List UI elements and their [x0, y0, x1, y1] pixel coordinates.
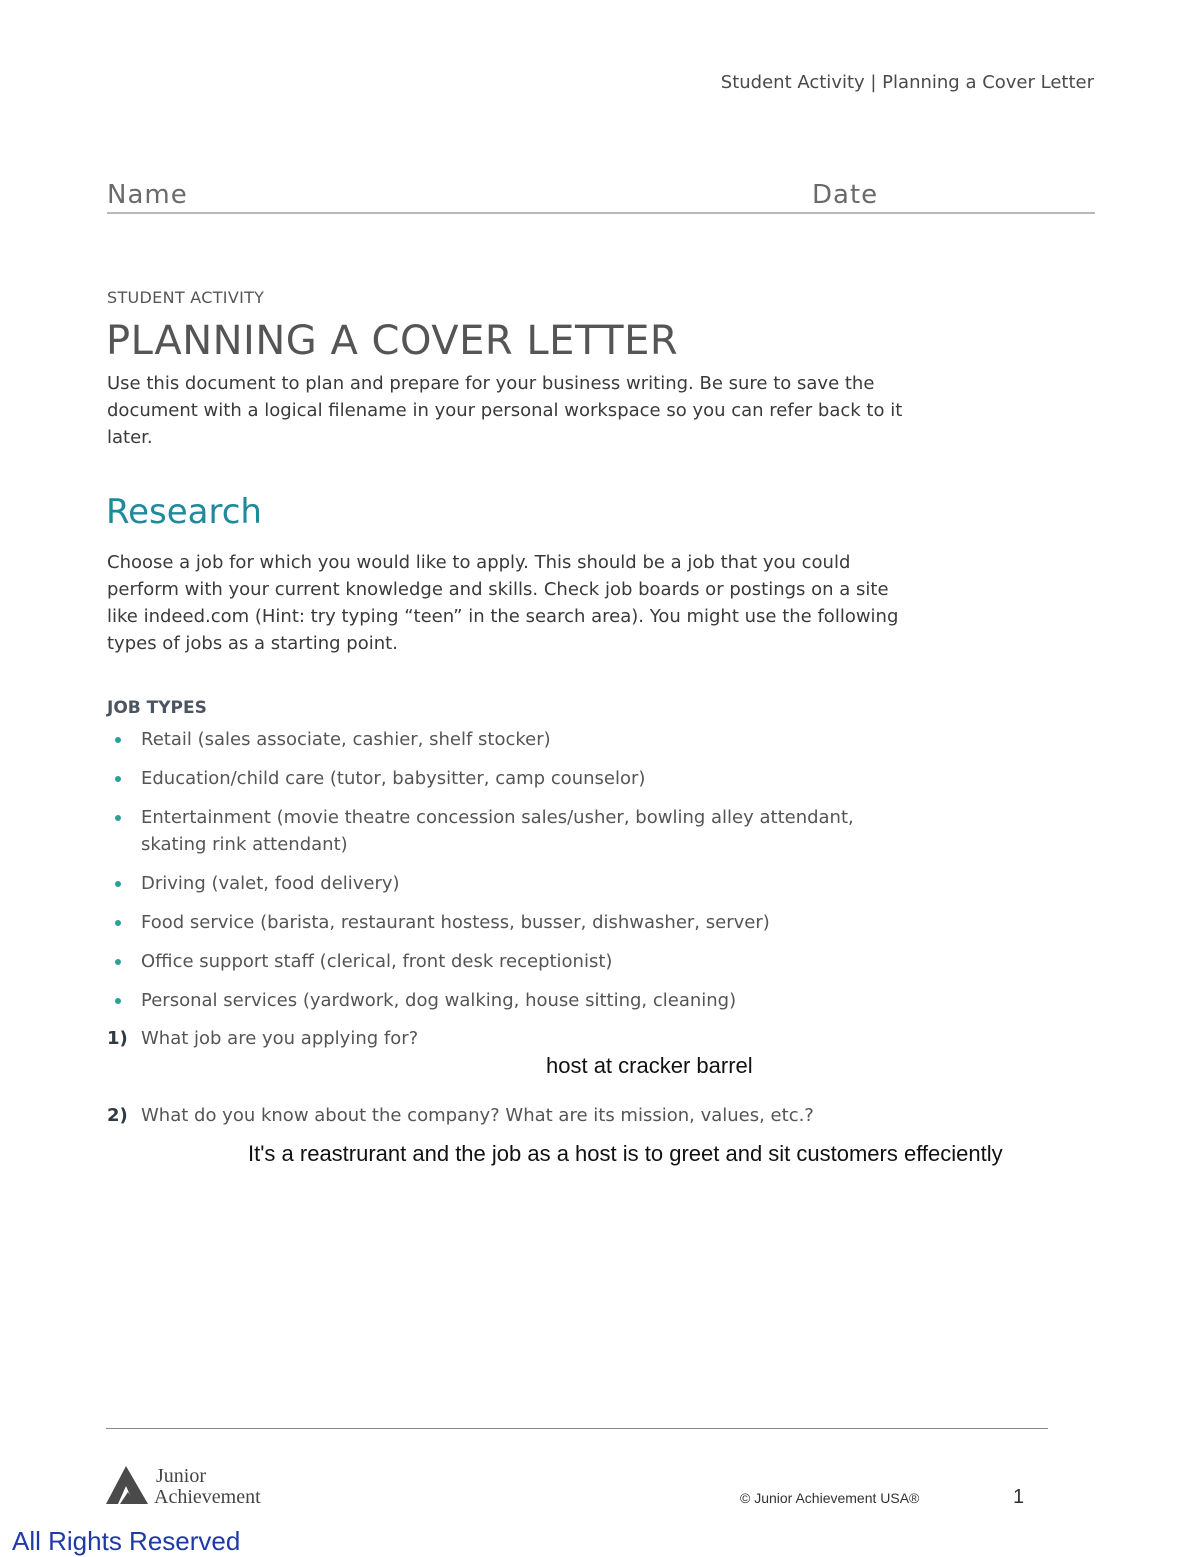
logo-text-junior: Junior — [156, 1465, 206, 1487]
job-type-text: Office support staff (clerical, front desk receptionist) — [141, 951, 613, 972]
answer-2-field[interactable]: It's a reastrurant and the job as a host is to greet and sit customers effeciently — [248, 1141, 1003, 1166]
job-type-text: Personal services (yardwork, dog walking, house sitting, cleaning) — [141, 990, 737, 1011]
name-field-label: Name — [107, 180, 188, 210]
name-date-rule — [107, 212, 1095, 214]
list-item — [107, 765, 887, 792]
question-text: What do you know about the company? What are its mission, values, etc.? — [141, 1105, 814, 1126]
running-header: Student Activity | Planning a Cover Letter — [720, 72, 1094, 93]
question-1 — [107, 1028, 418, 1049]
research-paragraph: Choose a job for which you would like to apply. This should be a job that you could perform with your current knowledge and skills. Check job boards or postings on a site like indeed.com (Hint: try typing “teen” in the search area). You might use the following types of jobs as a starting point. — [107, 552, 899, 654]
question-number: 2) — [107, 1105, 128, 1126]
bullet-icon — [115, 737, 121, 743]
bullet-icon — [115, 815, 121, 821]
ja-mountain-icon — [106, 1464, 286, 1508]
activity-kicker: STUDENT ACTIVITY — [107, 288, 265, 307]
junior-achievement-logo — [106, 1464, 286, 1508]
list-item — [107, 987, 887, 1014]
date-field-label: Date — [812, 180, 879, 210]
bullet-icon — [115, 776, 121, 782]
job-type-text: Entertainment (movie theatre concession sales/usher, bowling alley attendant, skating rink attendant) — [141, 807, 854, 855]
list-item — [107, 726, 887, 753]
answer-1-field[interactable]: host at cracker barrel — [546, 1053, 753, 1078]
all-rights-reserved-watermark: All Rights Reserved — [12, 1526, 241, 1556]
logo-text-achievement: Achievement — [154, 1486, 261, 1508]
research-heading: Research — [106, 492, 262, 532]
bullet-icon — [115, 920, 121, 926]
intro-paragraph: Use this document to plan and prepare for your business writing. Be sure to save the document with a logical filename in your personal workspace so you can refer back to it later. — [107, 373, 903, 448]
footer-rule — [106, 1428, 1048, 1429]
job-types-label: JOB TYPES — [107, 698, 207, 718]
bullet-icon — [115, 998, 121, 1004]
list-item — [107, 909, 887, 936]
copyright-notice: © Junior Achievement USA® — [740, 1490, 920, 1506]
job-type-text: Retail (sales associate, cashier, shelf stocker) — [141, 729, 551, 750]
job-types-list — [107, 726, 887, 1026]
list-item — [107, 804, 887, 858]
bullet-icon — [115, 959, 121, 965]
question-2 — [107, 1105, 814, 1126]
page-title: PLANNING A COVER LETTER — [106, 318, 679, 364]
list-item — [107, 948, 887, 975]
page-number: 1 — [1013, 1486, 1025, 1508]
list-item — [107, 870, 887, 897]
question-number: 1) — [107, 1028, 128, 1049]
job-type-text: Driving (valet, food delivery) — [141, 873, 400, 894]
bullet-icon — [115, 881, 121, 887]
question-text: What job are you applying for? — [141, 1028, 419, 1049]
job-type-text: Food service (barista, restaurant hostess, busser, dishwasher, server) — [141, 912, 770, 933]
job-type-text: Education/child care (tutor, babysitter, camp counselor) — [141, 768, 646, 789]
